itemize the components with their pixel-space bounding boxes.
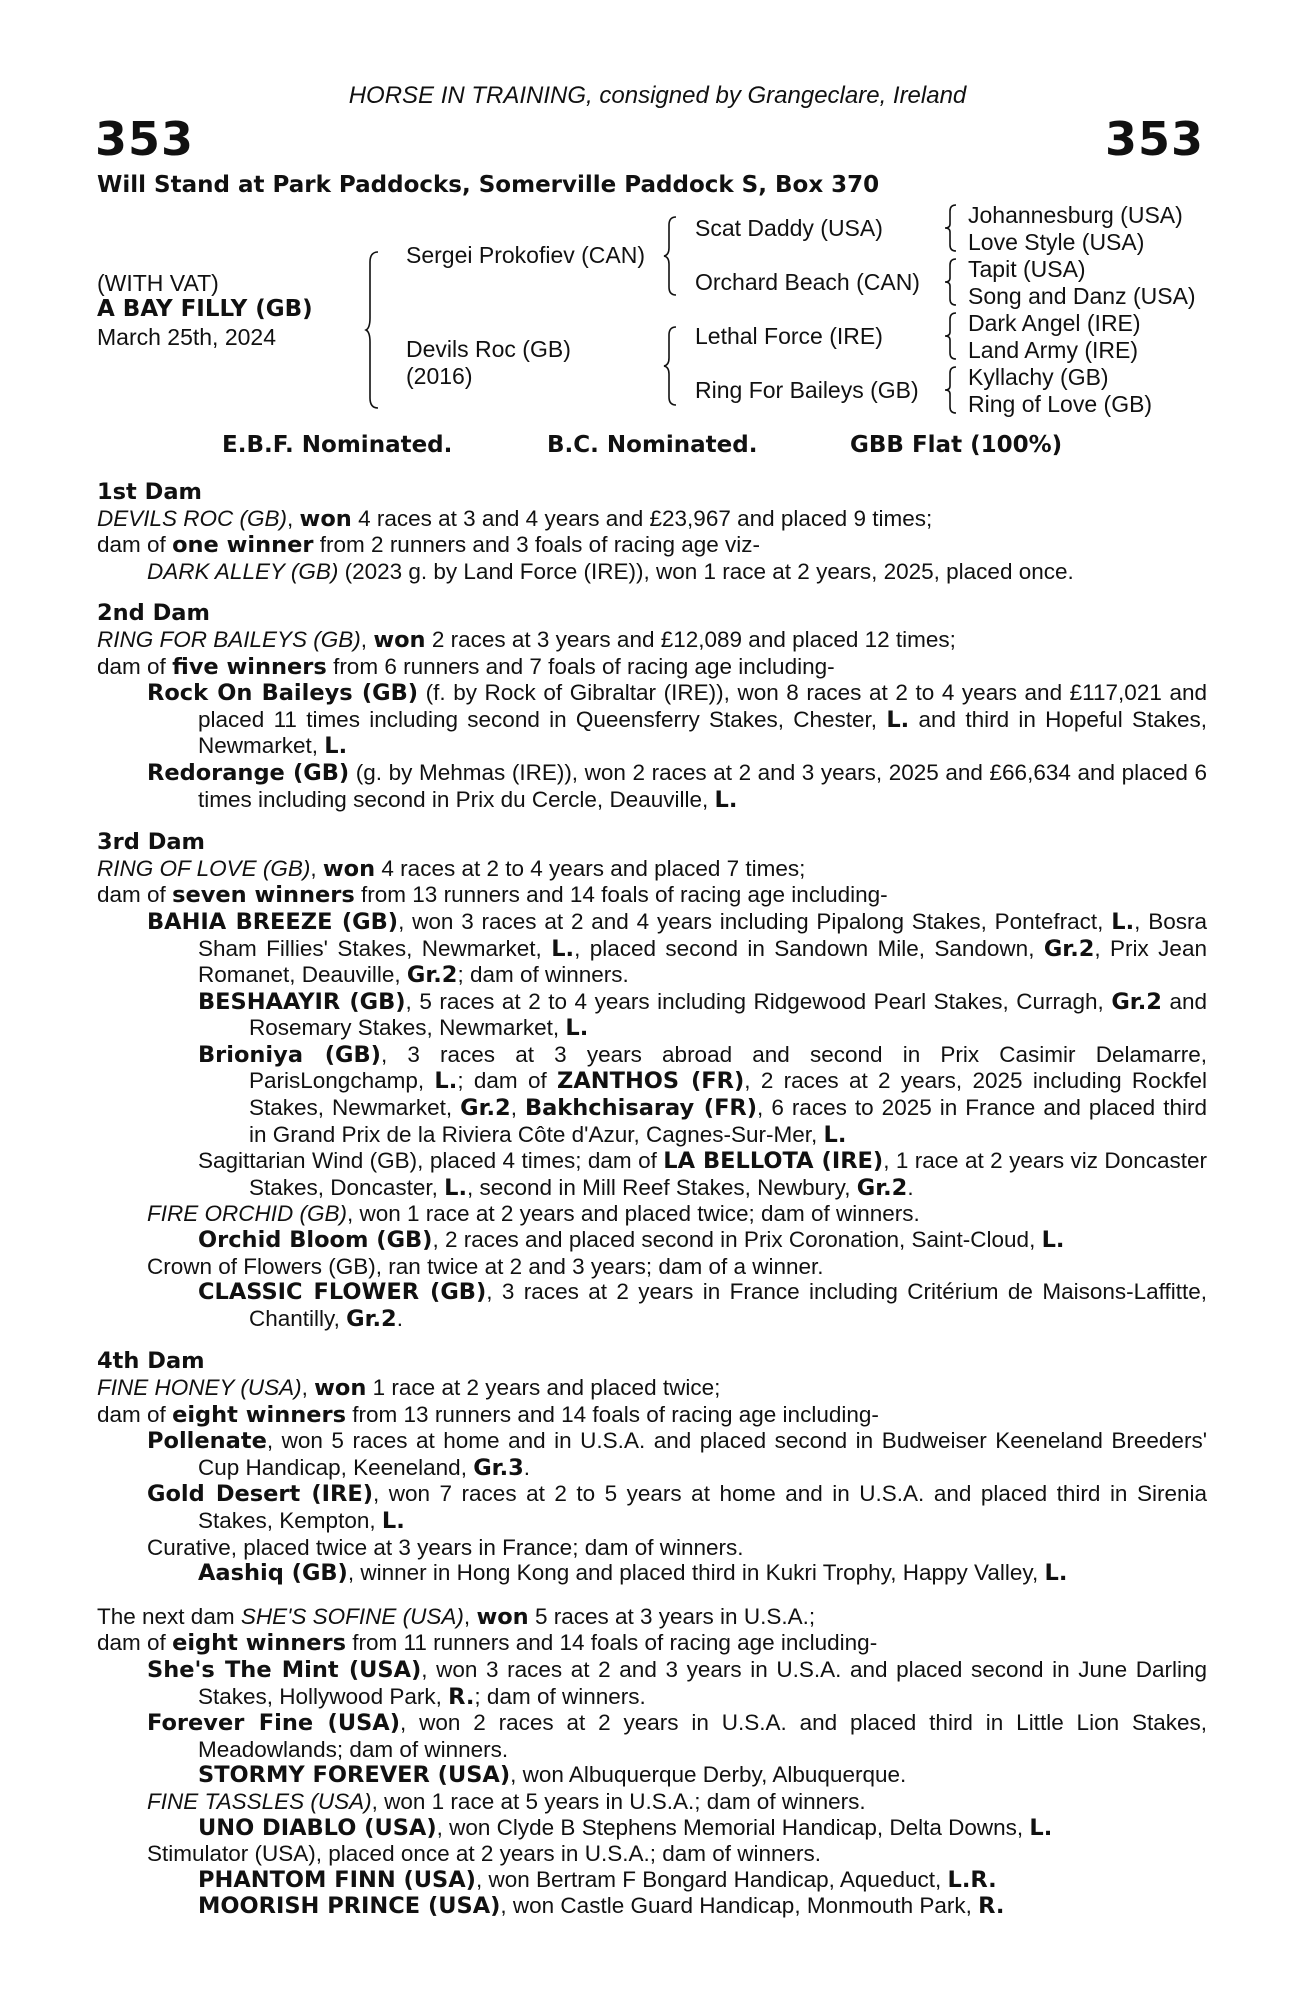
restricted-marker: R. (448, 1683, 475, 1710)
winners-count: eight winners (172, 1401, 347, 1428)
listed-marker: L. (444, 1174, 468, 1201)
progeny-entry: Pollenate, won 5 races at home and in U.S.A. and placed second in Budweiser Keeneland Breeders' Cup Handicap, Keeneland, Gr.3. (147, 1428, 1207, 1481)
dam-record: RING OF LOVE (GB), won 4 races at 2 to 4 years and placed 7 times; (97, 855, 806, 882)
lot-number-right: 353 (1104, 112, 1204, 166)
winners-count: five winners (172, 653, 327, 680)
progeny-record: , 1 race at 2 years viz Doncaster Stakes, Doncaster, (249, 1148, 1207, 1200)
progeny-record: , second in Mill Reef Stakes, Newbury, (467, 1174, 851, 1200)
next-dam-section (97, 1604, 1207, 1920)
group-marker: Gr.2 (406, 962, 458, 989)
section-title: 4th Dam (97, 1348, 205, 1375)
dam-record: FINE HONEY (USA), won 1 race at 2 years and placed twice; (97, 1375, 721, 1401)
progeny-record: ; dam of winners. (457, 962, 629, 988)
listed-marker: L. (565, 1015, 589, 1042)
winners-count: one winner (172, 532, 314, 559)
pedigree-dss: Dark Angel (IRE) (968, 310, 1141, 336)
progeny-name: Aashiq (GB) (198, 1560, 348, 1587)
progeny-record: Curative, placed twice at 3 years in France; dam of winners. (147, 1534, 744, 1560)
horse-name: A BAY FILLY (GB) (97, 296, 313, 322)
progeny-record: , won 1 race at 5 years in U.S.A.; dam of winners. (371, 1788, 866, 1814)
fourth-dam-section (97, 1349, 1207, 1586)
progeny-record: , 3 races at 3 years abroad and second in Prix Casimir Delamarre, ParisLongchamp, (249, 1041, 1207, 1094)
progeny-name: ZANTHOS (FR) (557, 1068, 745, 1095)
won-label: won (373, 626, 426, 653)
section-title: 2nd Dam (97, 600, 210, 627)
progeny-name: Brioniya (GB) (198, 1041, 381, 1068)
progeny-name: Orchid Bloom (GB) (198, 1227, 433, 1254)
progeny-record: , won 1 race at 2 years and placed twice; dam of winners. (347, 1201, 920, 1227)
group-marker: Gr.2 (1043, 935, 1095, 962)
listed-marker: L. (823, 1121, 847, 1148)
progeny-entry (97, 909, 1207, 989)
progeny-entry (97, 1815, 1207, 1842)
listed-marker: L. (886, 706, 910, 733)
progeny-name: BAHIA BREEZE (GB) (147, 908, 399, 935)
produce-summary (97, 1402, 1207, 1429)
dam-of-label: dam of (97, 532, 166, 558)
pedigree-sire-sire: Scat Daddy (USA) (695, 215, 883, 241)
bc-nomination: B.C. Nominated. (547, 432, 758, 458)
pedigree-bracket-ring-for-baileys (944, 365, 958, 415)
group-marker: Gr.2 (346, 1305, 397, 1332)
group-marker: Gr.2 (460, 1095, 511, 1122)
group-marker: Gr.2 (856, 1174, 908, 1201)
progeny-name: Bakhchisaray (FR) (524, 1095, 758, 1122)
listed-marker: L. (1041, 1227, 1065, 1254)
vat-note: (WITH VAT) (97, 270, 219, 296)
runners-summary: from 13 runners and 14 foals of racing age including- (352, 1401, 879, 1427)
section-title: 3rd Dam (97, 829, 205, 856)
dam-record: DEVILS ROC (GB), won 4 races at 3 and 4 years and £23,967 and placed 9 times; (97, 505, 933, 532)
produce-summary (97, 654, 1207, 681)
dam-record: RING FOR BAILEYS (GB), won 2 races at 3 years and £12,089 and placed 12 times; (97, 626, 956, 653)
pedigree-bracket-dam (664, 325, 678, 407)
pedigree-bracket-lethal-force (944, 311, 958, 361)
progeny-record: ; dam of winners. (474, 1683, 646, 1709)
next-dam-label: The next dam (97, 1603, 235, 1629)
progeny-record: (g. by Mehmas (IRE)), won 2 races at 2 and 3 years, 2025 and £66,634 and placed 6 times including second in Prix du Cercle, Deauville, (198, 759, 1207, 812)
group-marker: Gr.2 (1111, 988, 1162, 1015)
pedigree-dds: Kyllachy (GB) (968, 364, 1109, 390)
progeny-name: CLASSIC FLOWER (GB) (198, 1279, 487, 1306)
consignment-heading: HORSE IN TRAINING, consigned by Grangeclare, Ireland (348, 82, 967, 109)
progeny-record: , 6 races to 2025 in France and placed third in Grand Prix de la Riviera Côte d'Azur, Cagnes-Sur-Mer, (249, 1095, 1207, 1147)
progeny-record: , won 3 races at 2 and 3 years in U.S.A. and placed second in June Darling Stakes, Hollywood Park, (198, 1656, 1207, 1709)
progeny-record: , won Bertram F Bongard Handicap, Aqueduct, (475, 1866, 942, 1892)
lot-number-left: 353 (95, 112, 195, 166)
winners-count: eight winners (172, 1630, 347, 1657)
won-label: won (476, 1603, 529, 1630)
listed-marker: L. (324, 733, 348, 760)
pedigree-bracket-sire (664, 215, 678, 297)
progeny-entry (97, 680, 1207, 760)
ebf-nomination: E.B.F. Nominated. (222, 432, 453, 458)
progeny-name: FINE TASSLES (USA) (147, 1788, 372, 1814)
dam-of-label: dam of (97, 653, 166, 679)
listed-marker: L. (1111, 908, 1135, 935)
won-label: won (299, 505, 352, 532)
pedigree-sire: Sergei Prokofiev (CAN) (406, 242, 646, 268)
progeny-entry (97, 1560, 1207, 1587)
progeny-name: Gold Desert (IRE) (147, 1481, 373, 1508)
progeny-name: Redorange (GB) (147, 759, 350, 786)
listed-marker: L. (1044, 1560, 1068, 1587)
section-title: 1st Dam (97, 479, 202, 505)
progeny-entry: Sagittarian Wind (GB), placed 4 times; dam of LA BELLOTA (IRE), 1 race at 2 years viz Doncaster Stakes, Doncaster, L., second in Mill Reef Stakes, Newbury, Gr.2. (198, 1148, 1207, 1201)
pedigree-dsd: Land Army (IRE) (968, 337, 1138, 363)
progeny-entry (97, 1893, 1207, 1920)
listed-marker: L. (381, 1507, 405, 1534)
listed-restricted-marker: L.R. (947, 1866, 997, 1893)
progeny-entry (97, 760, 1207, 813)
race-record: 1 race at 2 years and placed twice; (372, 1375, 721, 1400)
dam-record: The next dam SHE'S SOFINE (USA), won 5 races at 3 years in U.S.A.; (97, 1603, 816, 1630)
dam-of-label: dam of (97, 1630, 166, 1656)
progeny-name: She's The Mint (USA) (147, 1656, 422, 1683)
race-record: 4 races at 2 to 4 years and placed 7 times; (381, 855, 806, 881)
progeny-record: , winner in Hong Kong and placed third in Kukri Trophy, Happy Valley, (347, 1560, 1039, 1586)
progeny-record: Crown of Flowers (GB), ran twice at 2 and 3 years; dam of a winner. (147, 1253, 824, 1279)
progeny-name: PHANTOM FINN (USA) (198, 1866, 476, 1893)
progeny-entry (97, 1201, 1207, 1227)
progeny-record: , won Castle Guard Handicap, Monmouth Park, (500, 1893, 972, 1919)
dam-name: RING FOR BAILEYS (GB) (97, 626, 361, 652)
progeny-record: , Prix Jean Romanet, Deauville, (198, 935, 1207, 988)
race-record: 5 races at 3 years in U.S.A.; (534, 1603, 816, 1629)
won-label: won (322, 855, 376, 882)
progeny-record: , Bosra Sham Fillies' Stakes, Newmarket, (198, 908, 1207, 961)
progeny-entry (97, 1535, 1207, 1561)
produce-summary (97, 882, 1207, 909)
listed-marker: L. (1029, 1814, 1053, 1841)
progeny-record: Sagittarian Wind (GB), placed 4 times; dam of (198, 1148, 657, 1174)
progeny-record: , won Clyde B Stephens Memorial Handicap, Delta Downs, (436, 1814, 1024, 1840)
progeny-name: BESHAAYIR (GB) (198, 988, 406, 1015)
progeny-record: , 2 races at 2 years, 2025 including Rockfel Stakes, Newmarket, (249, 1068, 1207, 1121)
pedigree-bracket-scat-daddy (944, 203, 958, 253)
pedigree-dam-sire: Lethal Force (IRE) (695, 323, 883, 349)
gbb-flat: GBB Flat (100%) (850, 432, 1063, 458)
progeny-record: (2023 g. by Land Force (IRE)), won 1 race at 2 years, 2025, placed once. (344, 558, 1074, 584)
pedigree-sds: Tapit (USA) (968, 256, 1086, 282)
progeny-entry (97, 1710, 1207, 1762)
listed-marker: L. (434, 1068, 458, 1095)
group-marker: Gr.3 (473, 1454, 524, 1481)
progeny-entry (97, 1762, 1207, 1789)
progeny-record: Stimulator (USA), placed once at 2 years in U.S.A.; dam of winners. (147, 1841, 822, 1867)
dam-name: DEVILS ROC (GB) (97, 505, 288, 531)
progeny-record: (f. by Rock of Gibraltar (IRE)), won 8 races at 2 to 4 years and £117,021 and placed 11 times including second in Queensferry Stakes, Chester, (198, 680, 1207, 732)
runners-summary: from 11 runners and 14 foals of racing age including- (352, 1630, 878, 1656)
runners-summary: from 2 runners and 3 foals of racing age viz- (319, 532, 761, 558)
dam-name: SHE'S SOFINE (USA) (240, 1603, 464, 1629)
pedigree-dam-dam: Ring For Baileys (GB) (695, 377, 919, 403)
winners-count: seven winners (172, 882, 355, 909)
runners-summary: from 13 runners and 14 foals of racing age including- (361, 882, 888, 908)
pedigree-sdd: Song and Danz (USA) (968, 283, 1196, 309)
pedigree-sire-dam: Orchard Beach (CAN) (695, 269, 920, 295)
dam-of-label: dam of (97, 882, 166, 908)
progeny-name: DARK ALLEY (GB) (147, 558, 339, 584)
progeny-record: and third in Hopeful Stakes, Newmarket, (198, 706, 1207, 759)
pedigree-dam: Devils Roc (GB) (406, 336, 571, 362)
progeny-record: , won 5 races at home and in U.S.A. and placed second in Budweiser Keeneland Breeders' Cup Handicap, Keeneland, (198, 1428, 1207, 1480)
pedigree-ddd: Ring of Love (GB) (968, 391, 1153, 417)
progeny-entry (97, 1789, 1207, 1815)
pedigree-sss: Johannesburg (USA) (968, 202, 1183, 228)
pedigree-bracket-main (366, 250, 380, 410)
progeny-record: and Rosemary Stakes, Newmarket, (249, 988, 1207, 1041)
progeny-entry (97, 1481, 1207, 1534)
progeny-record: , 2 races and placed second in Prix Coronation, Saint-Cloud, (432, 1227, 1036, 1253)
progeny-entry (97, 1657, 1207, 1710)
progeny-name: UNO DIABLO (USA) (198, 1814, 437, 1841)
progeny-name: LA BELLOTA (IRE) (663, 1148, 884, 1175)
dam-name: FINE HONEY (USA) (97, 1375, 302, 1400)
stand-location: Will Stand at Park Paddocks, Somerville Paddock S, Box 370 (97, 172, 880, 198)
progeny-name: Rock On Baileys (GB) (147, 680, 419, 707)
first-dam-section (97, 480, 1207, 584)
progeny-name: Pollenate (147, 1428, 267, 1455)
produce-summary (97, 1630, 1207, 1657)
won-label: won (314, 1375, 367, 1401)
progeny-name: MOORISH PRINCE (USA) (198, 1893, 501, 1920)
race-record: 2 races at 3 years and £12,089 and placed 12 times; (431, 626, 956, 652)
progeny-record: , 5 races at 2 to 4 years including Ridgewood Pearl Stakes, Curragh, (405, 988, 1104, 1014)
progeny-record: , won 7 races at 2 to 5 years at home and in U.S.A. and placed third in Sirenia Stakes, Kempton, (198, 1481, 1207, 1533)
progeny-entry: CLASSIC FLOWER (GB), 3 races at 2 years in France including Critérium de Maisons-Laffitte, Chantilly, Gr.2. (198, 1279, 1208, 1332)
progeny-entry (97, 1841, 1207, 1867)
pedigree-bracket-orchard-beach (944, 257, 958, 307)
progeny-entry: Brioniya (GB), 3 races at 3 years abroad and second in Prix Casimir Delamarre, ParisLongchamp, L.; dam of ZANTHOS (FR), 2 races at 2 years, 2025 including Rockfel Stakes, Newmarket, Gr.2, Bakhchisaray (FR), 6 races to 2025 in France and placed third in Grand Prix de la Riviera Côte d'Azur, Cagnes-Sur-Mer, L. (198, 1041, 1207, 1148)
listed-marker: L. (714, 786, 738, 813)
progeny-record: , won 3 races at 2 and 4 years including Pipalong Stakes, Pontefract, (398, 908, 1104, 934)
progeny-record: , placed second in Sandown Mile, Sandown, (574, 935, 1035, 961)
listed-marker: L. (551, 935, 575, 962)
progeny-record: , won 2 races at 2 years in U.S.A. and placed third in Little Lion Stakes, Meadowlands; dam of winners. (198, 1710, 1207, 1762)
runners-summary: from 6 runners and 7 foals of racing age including- (333, 653, 835, 679)
third-dam-section (97, 830, 1207, 1332)
progeny-entry (97, 1254, 1207, 1280)
progeny-entry (97, 1867, 1207, 1894)
race-record: 4 races at 3 and 4 years and £23,967 and placed 9 times; (358, 505, 933, 531)
progeny-record: ; dam of (457, 1068, 547, 1094)
progeny-entry (97, 989, 1207, 1042)
progeny-record: , won Albuquerque Derby, Albuquerque. (510, 1762, 907, 1788)
dam-of-label: dam of (97, 1401, 166, 1427)
catalogue-body (97, 480, 1207, 1920)
produce-summary (97, 532, 1207, 559)
progeny-entry (97, 559, 1207, 585)
dam-name: RING OF LOVE (GB) (97, 855, 311, 881)
progeny-name: STORMY FOREVER (USA) (198, 1762, 511, 1789)
progeny-name: FIRE ORCHID (GB) (147, 1201, 347, 1227)
progeny-entry (97, 1227, 1207, 1254)
pedigree-ssd: Love Style (USA) (968, 229, 1145, 255)
restricted-marker: R. (978, 1893, 1005, 1920)
second-dam-section (97, 601, 1207, 813)
foaling-date: March 25th, 2024 (97, 324, 277, 350)
pedigree-dam-year: (2016) (406, 363, 473, 389)
progeny-name: Forever Fine (USA) (147, 1710, 400, 1737)
progeny-record: , 3 races at 2 years in France including Critérium de Maisons-Laffitte, Chantilly, (249, 1279, 1208, 1331)
